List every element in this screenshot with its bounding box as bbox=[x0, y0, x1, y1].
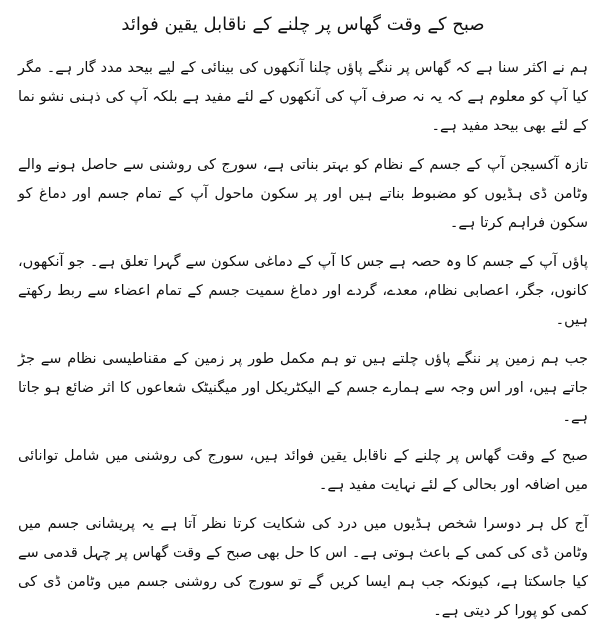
article bbox=[18, 10, 588, 636]
paragraph-6: آج کل ہر دوسرا شخص ہڈیوں میں درد کی شکایت کرتا نظر آتا ہے یہ پریشانی جسم میں وٹامن ڈی کی کمی کے باعث ہوتی ہے۔ اس کا حل بھی صبح کے وقت گھاس پر چہل قدمی سے کیا جاسکتا ہے، کیونکہ جب ہم ایسا کریں گے تو سورج کی روشنی جسم میں وٹامن ڈی کی کمی کو پورا کر دیتی ہے۔ bbox=[18, 516, 588, 619]
paragraph-3: پاؤں آپ کے جسم کا وہ حصہ ہے جس کا آپ کے دماغی سکون سے گہرا تعلق ہے۔ جو آنکھوں، کانوں، جگر، اعصابی نظام، معدے، گردے اور دماغ سمیت جسم کے تمام اعضاء سے ربط رکھتے ہیں۔ bbox=[18, 254, 588, 328]
paragraph-2: تازہ آکسیجن آپ کے جسم کے نظام کو بہتر بناتی ہے، سورج کی روشنی سے حاصل ہونے والے وٹامن ڈی ہڈیوں کو مضبوط بناتے ہیں اور پر سکون ماحول آپ کے تمام جسم اور دماغ کو سکون فراہم کرتا ہے۔ bbox=[18, 157, 588, 231]
article-title: صبح کے وقت گھاس پر چلنے کے ناقابل یقین فوائد bbox=[121, 14, 485, 35]
paragraph-4: جب ہم زمین پر ننگے پاؤں چلتے ہیں تو ہم مکمل طور پر زمین کے مقناطیسی نظام سے جڑ جاتے ہیں، اور اس وجہ سے ہمارے جسم کے الیکٹریکل اور میگنیٹک شعاعوں کا اثر ضائع ہو جاتا ہے۔ bbox=[18, 351, 588, 425]
paragraph-1: ہم نے اکثر سنا ہے کہ گھاس پر ننگے پاؤں چلنا آنکھوں کی بینائی کے لیے بیحد مدد گار ہے۔ مگر کیا آپ کو معلوم ہے کہ یہ نہ صرف آپ کی آنکھوں کے لئے مفید ہے بلکہ آپ کی ذہنی نشو نما کے لئے بھی بیحد مفید ہے۔ bbox=[18, 60, 588, 134]
paragraph-5: صبح کے وقت گھاس پر چلنے کے ناقابل یقین فوائد ہیں، سورج کی روشنی میں شامل توانائی میں اضافہ اور بحالی کے لئے نہایت مفید ہے۔ bbox=[18, 448, 588, 493]
